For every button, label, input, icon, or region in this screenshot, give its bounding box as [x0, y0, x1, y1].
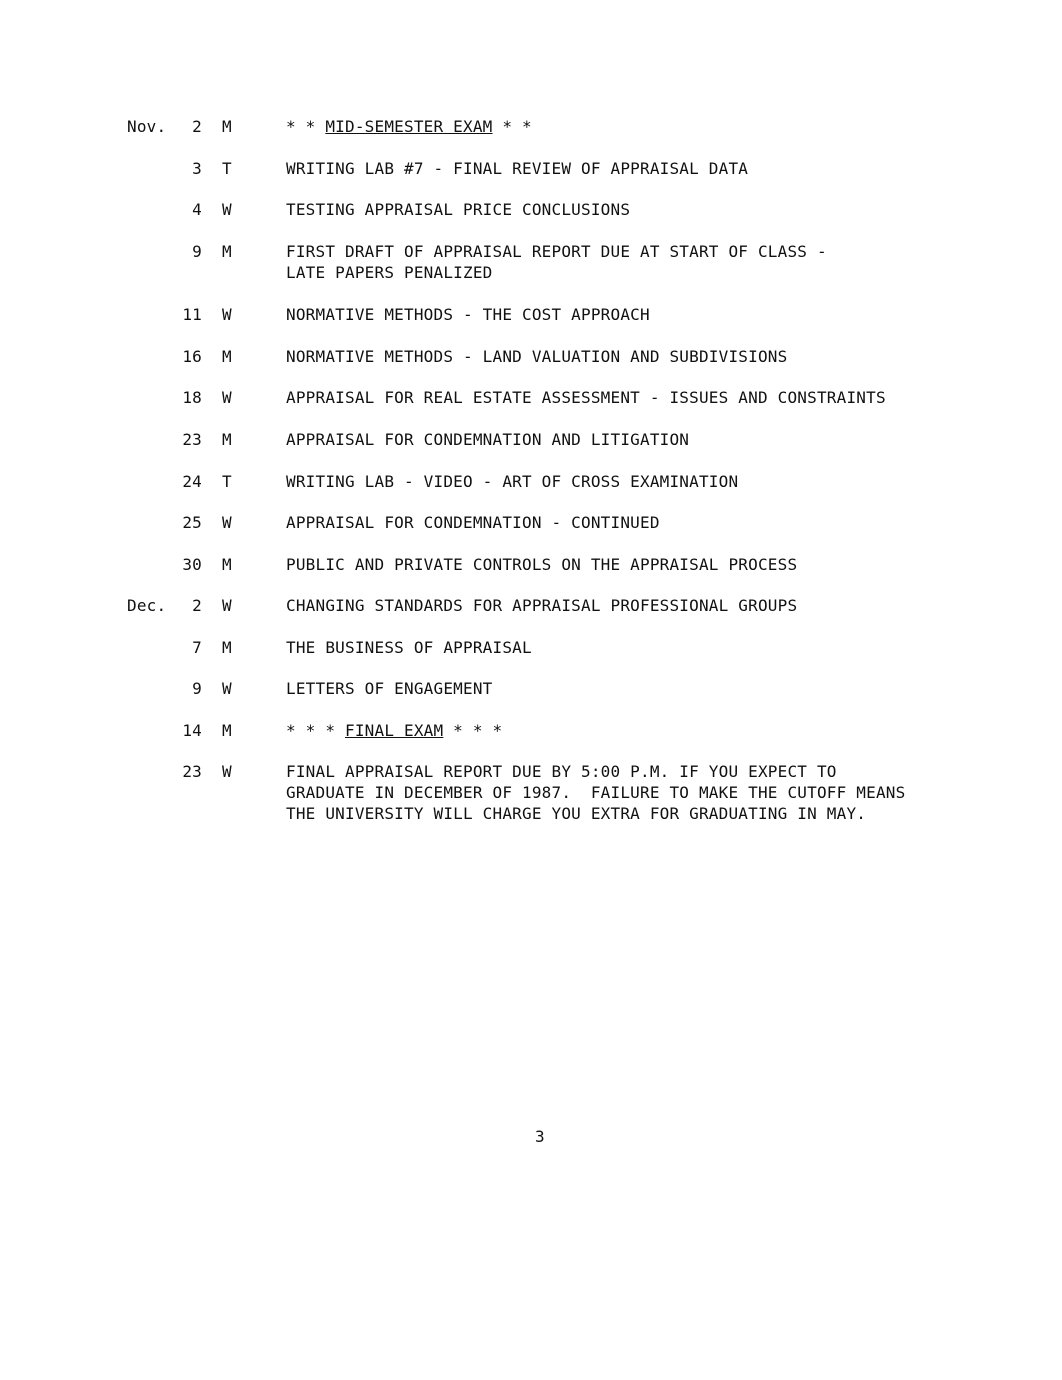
- entry-suffix: * * *: [443, 721, 503, 740]
- entry-text-line: LATE PAPERS PENALIZED: [286, 263, 493, 282]
- day-number: 9: [192, 242, 202, 261]
- entry-text-line: GRADUATE IN DECEMBER OF 1987. FAILURE TO MAKE THE CUTOFF MEANS: [286, 783, 906, 802]
- day-number: 24: [182, 472, 202, 491]
- entry-prefix: * * *: [286, 721, 345, 740]
- exam-title: FINAL EXAM: [345, 721, 444, 740]
- month-label: Dec.: [127, 596, 167, 615]
- day-number: 7: [192, 638, 202, 657]
- day-of-week: M: [222, 721, 232, 740]
- day-of-week: M: [222, 555, 232, 574]
- page-number: 3: [535, 1127, 545, 1146]
- entry-text: WRITING LAB - VIDEO - ART OF CROSS EXAMINATION: [286, 472, 739, 491]
- day-number: 4: [192, 200, 202, 219]
- day-number: 30: [182, 555, 202, 574]
- day-of-week: T: [222, 472, 232, 491]
- day-of-week: W: [222, 200, 232, 219]
- entry-prefix: * *: [286, 117, 326, 136]
- day-number: 14: [182, 721, 202, 740]
- exam-title: MID-SEMESTER EXAM: [325, 117, 493, 136]
- day-number: 2: [192, 117, 202, 136]
- entry-text: LETTERS OF ENGAGEMENT: [286, 679, 493, 698]
- day-of-week: T: [222, 159, 232, 178]
- day-of-week: M: [222, 638, 232, 657]
- entry-text: APPRAISAL FOR CONDEMNATION - CONTINUED: [286, 513, 660, 532]
- day-of-week: W: [222, 679, 232, 698]
- day-number: 23: [182, 762, 202, 781]
- day-of-week: M: [222, 242, 232, 261]
- entry-text: NORMATIVE METHODS - THE COST APPROACH: [286, 305, 650, 324]
- day-number: 9: [192, 679, 202, 698]
- entry-text: THE BUSINESS OF APPRAISAL: [286, 638, 532, 657]
- entry-text: TESTING APPRAISAL PRICE CONCLUSIONS: [286, 200, 631, 219]
- entry-text: PUBLIC AND PRIVATE CONTROLS ON THE APPRAISAL PROCESS: [286, 555, 798, 574]
- day-number: 23: [182, 430, 202, 449]
- entry-text-line: FIRST DRAFT OF APPRAISAL REPORT DUE AT START OF CLASS -: [286, 242, 827, 261]
- day-of-week: W: [222, 596, 232, 615]
- day-of-week: M: [222, 430, 232, 449]
- entry-text-line: FINAL APPRAISAL REPORT DUE BY 5:00 P.M. IF YOU EXPECT TO: [286, 762, 837, 781]
- entry-text: [286, 116, 986, 137]
- day-of-week: M: [222, 117, 232, 136]
- day-number: 2: [192, 596, 202, 615]
- day-of-week: M: [222, 347, 232, 366]
- entry-text-line: THE UNIVERSITY WILL CHARGE YOU EXTRA FOR GRADUATING IN MAY.: [286, 804, 867, 823]
- day-number: 25: [182, 513, 202, 532]
- entry-text: WRITING LAB #7 - FINAL REVIEW OF APPRAISAL DATA: [286, 159, 749, 178]
- day-number: 16: [182, 347, 202, 366]
- day-number: 3: [192, 159, 202, 178]
- day-of-week: W: [222, 305, 232, 324]
- day-number: 18: [182, 388, 202, 407]
- entry-text: NORMATIVE METHODS - LAND VALUATION AND SUBDIVISIONS: [286, 347, 788, 366]
- entry-text: APPRAISAL FOR REAL ESTATE ASSESSMENT - ISSUES AND CONSTRAINTS: [286, 388, 886, 407]
- day-of-week: W: [222, 762, 232, 781]
- entry-text: APPRAISAL FOR CONDEMNATION AND LITIGATION: [286, 430, 690, 449]
- day-of-week: W: [222, 388, 232, 407]
- entry-text: CHANGING STANDARDS FOR APPRAISAL PROFESSIONAL GROUPS: [286, 596, 798, 615]
- month-label: Nov.: [127, 117, 167, 136]
- day-of-week: W: [222, 513, 232, 532]
- day-number: 11: [182, 305, 202, 324]
- entry-text: [286, 720, 986, 741]
- entry-suffix: * *: [492, 117, 532, 136]
